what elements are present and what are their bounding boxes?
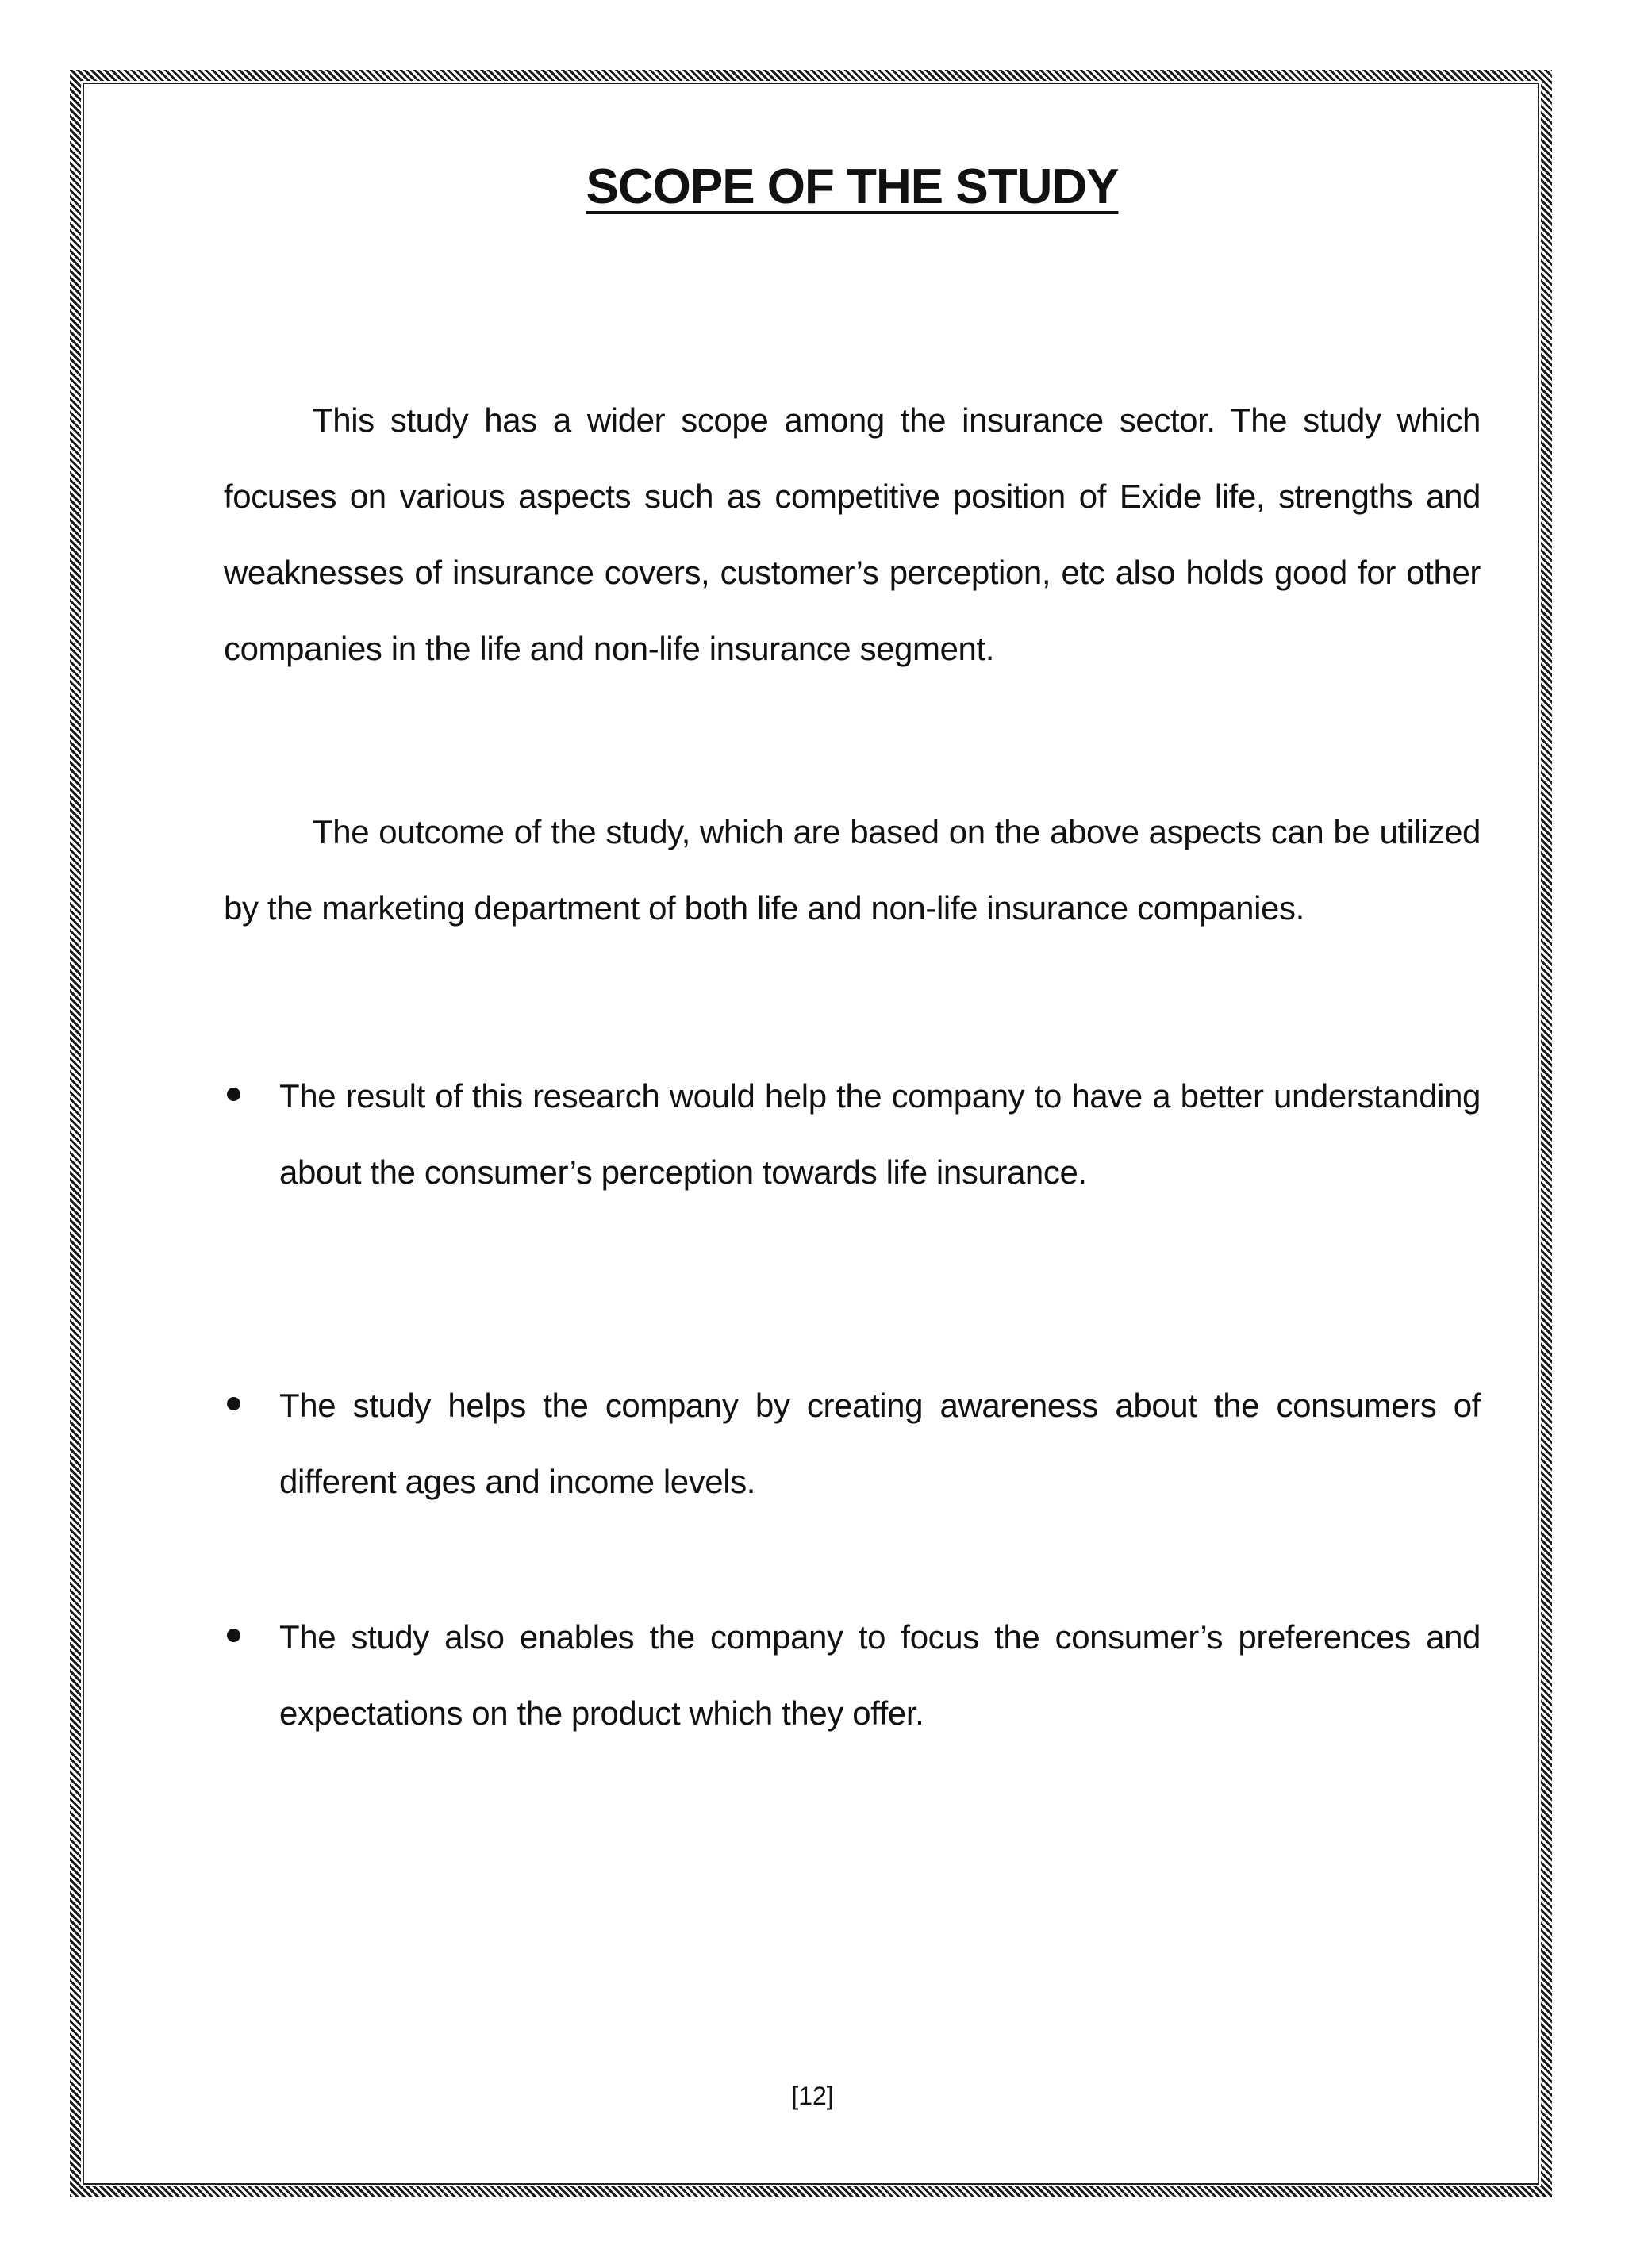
page-number: [12] xyxy=(791,2082,834,2110)
bullet-text: The study also enables the company to focus the consumer’s preferences and expectations on the product which they offer. xyxy=(279,1618,1481,1732)
page-title: SCOPE OF THE STUDY xyxy=(586,159,1119,214)
bullet-text: The result of this research would help the company to have a better understanding about the consumer’s perception towards life insurance. xyxy=(279,1077,1481,1191)
bullet-icon xyxy=(227,1629,240,1642)
paragraph-outcome: The outcome of the study, which are based on the above aspects can be utilized by the marketing department of both life and non-life insurance companies. xyxy=(224,813,1481,927)
paragraph-scope: This study has a wider scope among the insurance sector. The study which focuses on various aspects such as competitive position of Exide life, strengths and weaknesses of insurance covers, customer’s perception, etc also holds good for other companies in the life and non-life insurance segment. xyxy=(224,401,1481,667)
bullet-icon xyxy=(227,1088,240,1101)
bullet-icon xyxy=(227,1397,240,1410)
bullet-text: The study helps the company by creating awareness about the consumers of different ages and income levels. xyxy=(279,1387,1481,1500)
